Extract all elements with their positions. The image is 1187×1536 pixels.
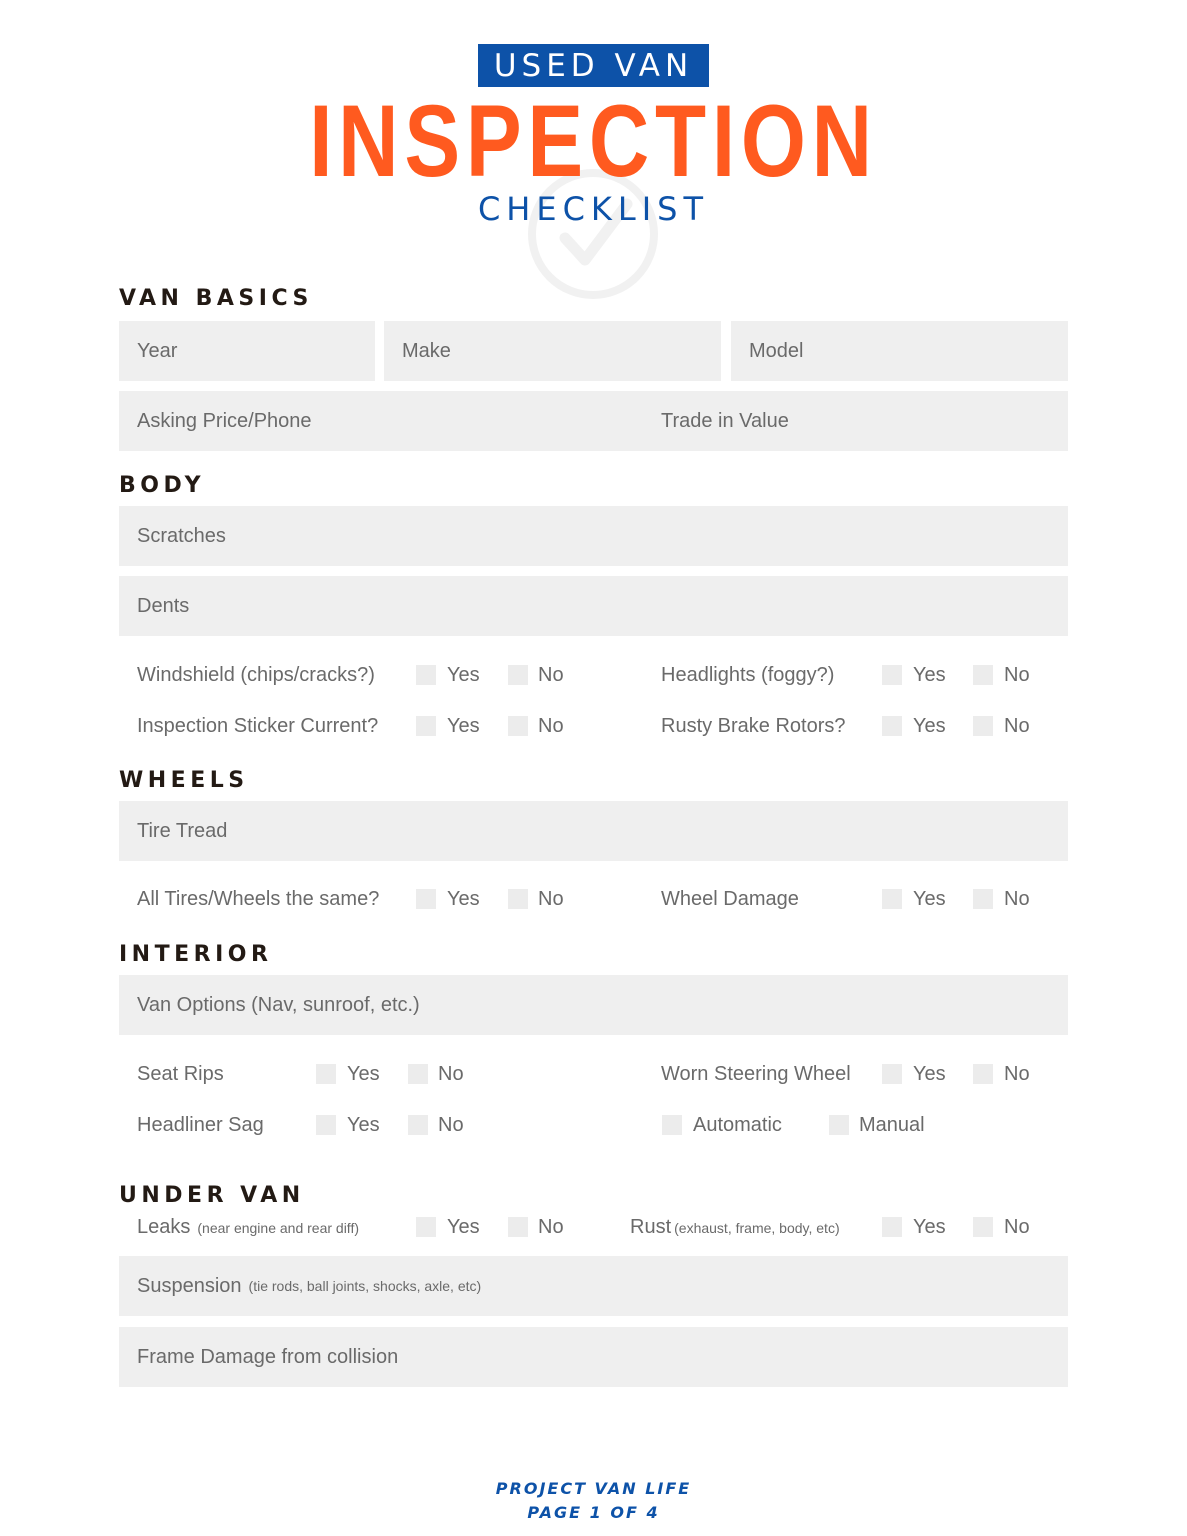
wheel-damage-label: Wheel Damage [661, 888, 799, 910]
make-field[interactable] [384, 321, 721, 381]
worn-steering-label: Worn Steering Wheel [661, 1063, 851, 1085]
page-subtitle: CHECKLIST [477, 190, 710, 228]
seat-rips-yes-label: Yes [347, 1063, 380, 1085]
headliner-sag-label: Headliner Sag [137, 1114, 264, 1136]
section-title-van-basics: VAN BASICS [119, 286, 313, 311]
worn-steering-yes-checkbox[interactable] [882, 1064, 902, 1084]
scratches-label: Scratches [137, 524, 226, 547]
headlights-yes-checkbox[interactable] [882, 665, 902, 685]
section-title-wheels: WHEELS [119, 768, 249, 793]
automatic-checkbox[interactable] [662, 1115, 682, 1135]
all-tires-same-yes-label: Yes [447, 888, 480, 910]
headlights-label: Headlights (foggy?) [661, 664, 835, 686]
leaks-no-label: No [538, 1216, 564, 1238]
footer-page-number: PAGE 1 OF 4 [527, 1503, 660, 1522]
rusty-rotors-yes-checkbox[interactable] [882, 716, 902, 736]
inspection-sticker-yes-label: Yes [447, 715, 480, 737]
headliner-sag-no-checkbox[interactable] [408, 1115, 428, 1135]
inspection-sticker-no-label: No [538, 715, 564, 737]
rust-no-label: No [1004, 1216, 1030, 1238]
rust-note: (exhaust, frame, body, etc) [674, 1220, 840, 1236]
year-field[interactable] [119, 321, 375, 381]
leaks-label-text: Leaks [137, 1216, 191, 1238]
model-field[interactable] [731, 321, 1068, 381]
headlights-yes-label: Yes [913, 664, 946, 686]
windshield-no-checkbox[interactable] [508, 665, 528, 685]
tire-tread-field[interactable] [119, 801, 1068, 861]
worn-steering-yes-label: Yes [913, 1063, 946, 1085]
headliner-sag-yes-checkbox[interactable] [316, 1115, 336, 1135]
price-trade-field[interactable] [119, 391, 1068, 451]
section-title-under-van: UNDER VAN [119, 1183, 305, 1208]
rusty-rotors-yes-label: Yes [913, 715, 946, 737]
all-tires-same-yes-checkbox[interactable] [416, 889, 436, 909]
suspension-label: Suspension [137, 1274, 242, 1297]
make-label: Make [402, 339, 451, 362]
dents-field[interactable] [119, 576, 1068, 636]
rusty-rotors-no-checkbox[interactable] [973, 716, 993, 736]
leaks-label [137, 1216, 359, 1239]
windshield-no-label: No [538, 664, 564, 686]
van-options-field[interactable] [119, 975, 1068, 1035]
section-title-interior: INTERIOR [119, 942, 273, 967]
worn-steering-no-label: No [1004, 1063, 1030, 1085]
windshield-label: Windshield (chips/cracks?) [137, 664, 375, 686]
trade-in-label: Trade in Value [661, 409, 789, 432]
inspection-sticker-no-checkbox[interactable] [508, 716, 528, 736]
leaks-note: (near engine and rear diff) [197, 1220, 359, 1236]
leaks-yes-checkbox[interactable] [416, 1217, 436, 1237]
seat-rips-yes-checkbox[interactable] [316, 1064, 336, 1084]
wheel-damage-no-checkbox[interactable] [973, 889, 993, 909]
tire-tread-label: Tire Tread [137, 819, 228, 842]
manual-checkbox[interactable] [829, 1115, 849, 1135]
inspection-sticker-label: Inspection Sticker Current? [137, 715, 379, 737]
page-title: INSPECTION [309, 84, 878, 198]
seat-rips-no-checkbox[interactable] [408, 1064, 428, 1084]
automatic-label: Automatic [693, 1114, 782, 1136]
windshield-yes-checkbox[interactable] [416, 665, 436, 685]
wheel-damage-yes-label: Yes [913, 888, 946, 910]
asking-price-label: Asking Price/Phone [137, 409, 312, 432]
dents-label: Dents [137, 594, 190, 617]
manual-label: Manual [859, 1114, 925, 1136]
rust-yes-label: Yes [913, 1216, 946, 1238]
rust-yes-checkbox[interactable] [882, 1217, 902, 1237]
rust-no-checkbox[interactable] [973, 1217, 993, 1237]
headlights-no-label: No [1004, 664, 1030, 686]
suspension-field[interactable] [119, 1256, 1068, 1316]
header-banner: USED VAN [478, 44, 709, 87]
seat-rips-label: Seat Rips [137, 1063, 224, 1085]
headliner-sag-yes-label: Yes [347, 1114, 380, 1136]
leaks-no-checkbox[interactable] [508, 1217, 528, 1237]
rust-label-text: Rust [630, 1216, 672, 1238]
headliner-sag-no-label: No [438, 1114, 464, 1136]
van-options-label: Van Options (Nav, sunroof, etc.) [137, 993, 420, 1016]
all-tires-same-no-label: No [538, 888, 564, 910]
scratches-field[interactable] [119, 506, 1068, 566]
rust-label [630, 1216, 840, 1239]
headlights-no-checkbox[interactable] [973, 665, 993, 685]
all-tires-same-label: All Tires/Wheels the same? [137, 888, 380, 910]
footer-brand: PROJECT VAN LIFE [495, 1479, 692, 1498]
suspension-note: (tie rods, ball joints, shocks, axle, etc) [248, 1278, 482, 1294]
rusty-rotors-no-label: No [1004, 715, 1030, 737]
section-title-body: BODY [119, 473, 206, 498]
leaks-yes-label: Yes [447, 1216, 480, 1238]
windshield-yes-label: Yes [447, 664, 480, 686]
seat-rips-no-label: No [438, 1063, 464, 1085]
frame-damage-field[interactable] [119, 1327, 1068, 1387]
wheel-damage-yes-checkbox[interactable] [882, 889, 902, 909]
inspection-sticker-yes-checkbox[interactable] [416, 716, 436, 736]
worn-steering-no-checkbox[interactable] [973, 1064, 993, 1084]
rusty-rotors-label: Rusty Brake Rotors? [661, 715, 846, 737]
frame-damage-label: Frame Damage from collision [137, 1345, 399, 1368]
model-label: Model [749, 339, 804, 362]
year-label: Year [137, 339, 178, 362]
wheel-damage-no-label: No [1004, 888, 1030, 910]
all-tires-same-no-checkbox[interactable] [508, 889, 528, 909]
